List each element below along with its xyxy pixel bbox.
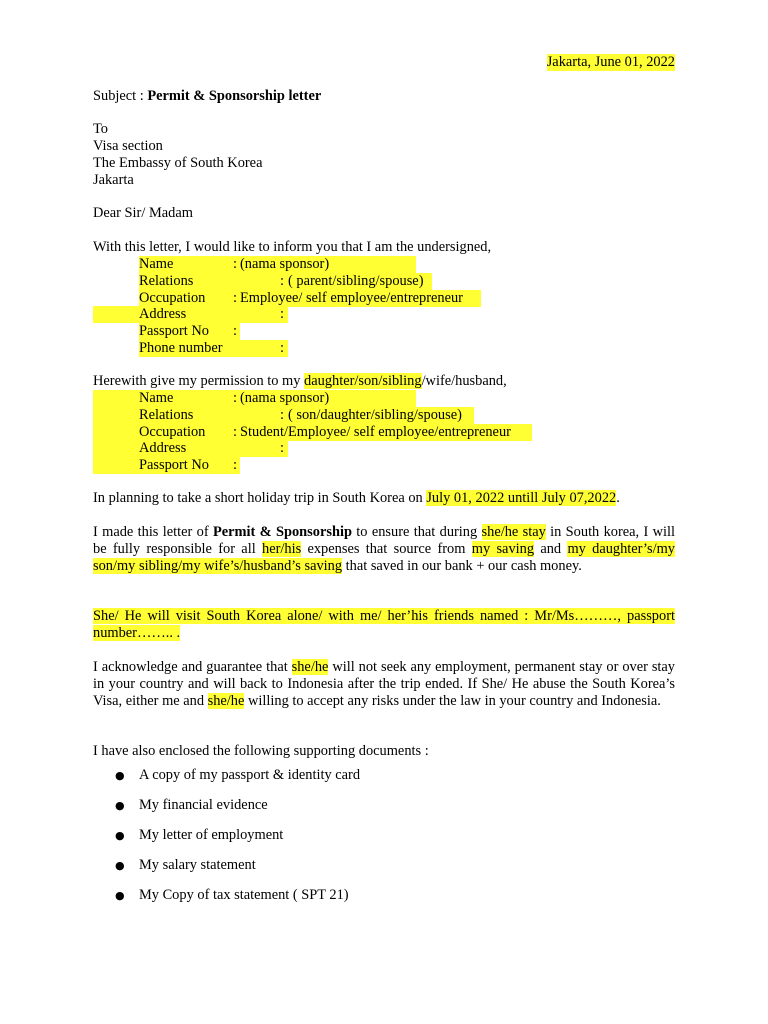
sponsor-field-name: Name : (nama sponsor) bbox=[93, 256, 533, 273]
bullet-icon: ● bbox=[115, 889, 125, 902]
intro-line: With this letter, I would like to inform you that I am the undersigned, bbox=[93, 239, 492, 255]
recipient-line: To bbox=[93, 121, 108, 137]
traveler-field-relations: Relations : ( son/daughter/sibling/spouse) bbox=[93, 407, 533, 424]
recipient-line: The Embassy of South Korea bbox=[93, 155, 263, 171]
trip-line: In planning to take a short holiday trip in South Korea on July 01, 2022 untill July 07,2022. bbox=[93, 490, 620, 506]
permission-line: Herewith give my permission to my daughter/son/sibling/wife/husband, bbox=[93, 373, 507, 389]
bullet-icon: ● bbox=[115, 859, 125, 872]
bullet-icon: ● bbox=[115, 799, 125, 812]
subject-line bbox=[93, 88, 321, 105]
bullet-icon: ● bbox=[115, 829, 125, 842]
traveler-field-passport: Passport No : bbox=[93, 457, 533, 474]
visit-paragraph: She/ He will visit South Korea alone/ with me/ her’his friends named : Mr/Ms………, passport number…….. . bbox=[93, 608, 675, 641]
document-list-item: ● A copy of my passport & identity card bbox=[115, 767, 361, 783]
traveler-field-occupation: Occupation : Student/Employee/ self employee/entrepreneur bbox=[93, 424, 533, 441]
traveler-field-address: Address : bbox=[93, 440, 533, 457]
letter-date: Jakarta, June 01, 2022 bbox=[546, 54, 675, 70]
sponsor-field-passport: Passport No : bbox=[93, 323, 533, 340]
subject-title: Permit & Sponsorship letter bbox=[147, 88, 322, 104]
document-list-item: ● My letter of employment bbox=[115, 827, 284, 843]
document-list-item: ● My salary statement bbox=[115, 857, 256, 873]
subject-prefix: Subject : bbox=[93, 88, 148, 104]
recipient-line: Visa section bbox=[93, 138, 163, 154]
sponsor-field-phone: Phone number : bbox=[93, 340, 533, 357]
salutation: Dear Sir/ Madam bbox=[93, 205, 193, 221]
sponsor-field-relations: Relations : ( parent/sibling/spouse) bbox=[93, 273, 533, 290]
traveler-field-name: Name : (nama sponsor) bbox=[93, 390, 533, 407]
documents-intro: I have also enclosed the following supporting documents : bbox=[93, 743, 429, 759]
recipient-line: Jakarta bbox=[93, 172, 134, 188]
document-list-item: ● My financial evidence bbox=[115, 797, 268, 813]
guarantee-paragraph: I acknowledge and guarantee that she/he will not seek any employment, permanent stay or over stay in your country and will back to Indonesia after the trip ended. If She/ He abuse the South Korea’s Visa, either me and she/he willing to accept any risks under the law in your country and Indonesia. bbox=[93, 659, 675, 709]
sponsor-field-address: Address : bbox=[93, 306, 533, 323]
bullet-icon: ● bbox=[115, 769, 125, 782]
document-list-item: ● My Copy of tax statement ( SPT 21) bbox=[115, 887, 349, 903]
sponsor-field-occupation: Occupation : Employee/ self employee/entrepreneur bbox=[93, 290, 533, 307]
responsibility-paragraph: I made this letter of Permit & Sponsorship to ensure that during she/he stay in South korea, I will be fully responsible for all her/his expenses that source from my saving and my daughter’s/my son/my sibling/my wife’s/husband’s saving that saved in our bank + our cash money. bbox=[93, 524, 675, 574]
